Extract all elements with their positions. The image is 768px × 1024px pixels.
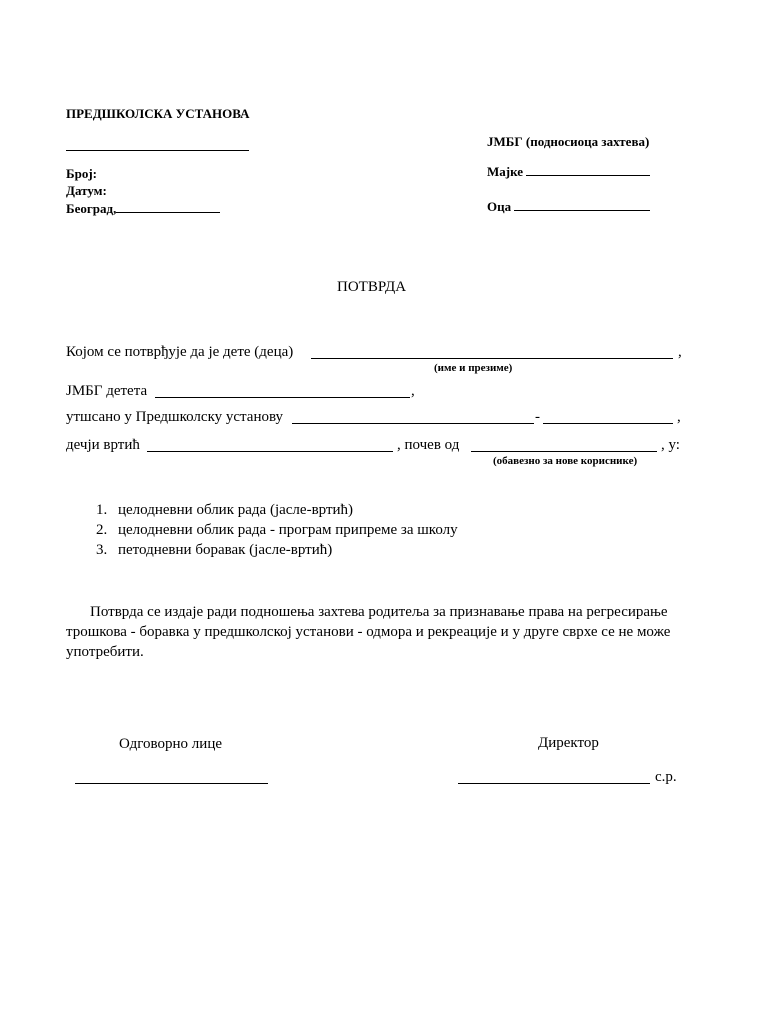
paragraph-row-1: Потврда се издаје ради подношења захтева родитеља за признавање права на регресирање	[90, 604, 668, 620]
body-line-1-text: Којом се потврђује да је дете (деца)	[66, 344, 294, 360]
option-number: 2.	[96, 522, 108, 538]
since-end: , у:	[661, 437, 680, 453]
institution-unit-blank[interactable]	[543, 423, 673, 424]
option-text: петодневни боравак (јасле-вртић)	[118, 542, 333, 558]
option-item[interactable]	[92, 500, 458, 520]
body-line-1-end: ,	[678, 344, 682, 360]
institution-blank[interactable]	[292, 423, 534, 424]
majke-label: Мајке	[487, 164, 524, 179]
name-note: (име и презиме)	[434, 362, 513, 374]
enrolled-end: ,	[677, 409, 681, 425]
since-label: , почев од	[397, 437, 460, 453]
oca-row	[487, 199, 650, 215]
document-title: ПОТВРДА	[337, 279, 407, 295]
beograd-label	[66, 201, 220, 217]
jmbg-child-label: ЈМБГ детета	[66, 383, 148, 399]
option-text: целодневни облик рада (јасле-вртић)	[118, 502, 354, 518]
option-item[interactable]	[92, 540, 458, 560]
institution-name-blank[interactable]	[66, 150, 249, 151]
majke-row	[487, 164, 650, 180]
institution-title: ПРЕДШКОЛСКА УСТАНОВА	[66, 106, 250, 121]
child-name-blank[interactable]	[311, 358, 673, 359]
responsible-signature-line[interactable]	[75, 783, 268, 784]
option-number: 3.	[96, 542, 108, 558]
kindergarten-label: дечји вртић	[66, 437, 140, 453]
jmbg-child-end: ,	[411, 383, 415, 399]
responsible-person-label: Одговорно лице	[119, 736, 223, 752]
oca-blank[interactable]	[514, 209, 650, 211]
option-item[interactable]	[92, 520, 458, 540]
oca-label: Оца	[487, 199, 512, 214]
new-users-note: (обавезно за нове кориснике)	[493, 455, 638, 467]
program-options-list	[92, 500, 458, 560]
majke-blank[interactable]	[526, 174, 650, 176]
jmbg-parent-title: ЈМБГ (подносиоца захтева)	[487, 134, 650, 149]
enrolled-label: утшсано у Предшколску установу	[66, 409, 284, 425]
sr-label: с.р.	[655, 769, 677, 785]
beograd-blank[interactable]	[116, 211, 220, 213]
body-line-1	[66, 344, 293, 361]
kindergarten-blank[interactable]	[147, 451, 393, 452]
director-label: Директор	[538, 735, 599, 751]
option-text: целодневни облик рада - програм припреме за школу	[118, 522, 458, 538]
datum-label: Датум:	[66, 183, 107, 198]
option-number: 1.	[96, 502, 108, 518]
paragraph-row-2: трошкова - боравка у предшколској установи - одмора и рекреације и у друге сврхе се не може	[66, 624, 671, 640]
paragraph-row-3: употребити.	[66, 644, 144, 660]
enrolled-dash: -	[535, 409, 540, 425]
purpose-paragraph	[66, 602, 706, 662]
broj-label: Број:	[66, 166, 97, 181]
director-signature-line[interactable]	[458, 783, 650, 784]
since-date-blank[interactable]	[471, 451, 657, 452]
jmbg-child-blank[interactable]	[155, 397, 410, 398]
beograd-text: Београд,	[66, 201, 117, 216]
